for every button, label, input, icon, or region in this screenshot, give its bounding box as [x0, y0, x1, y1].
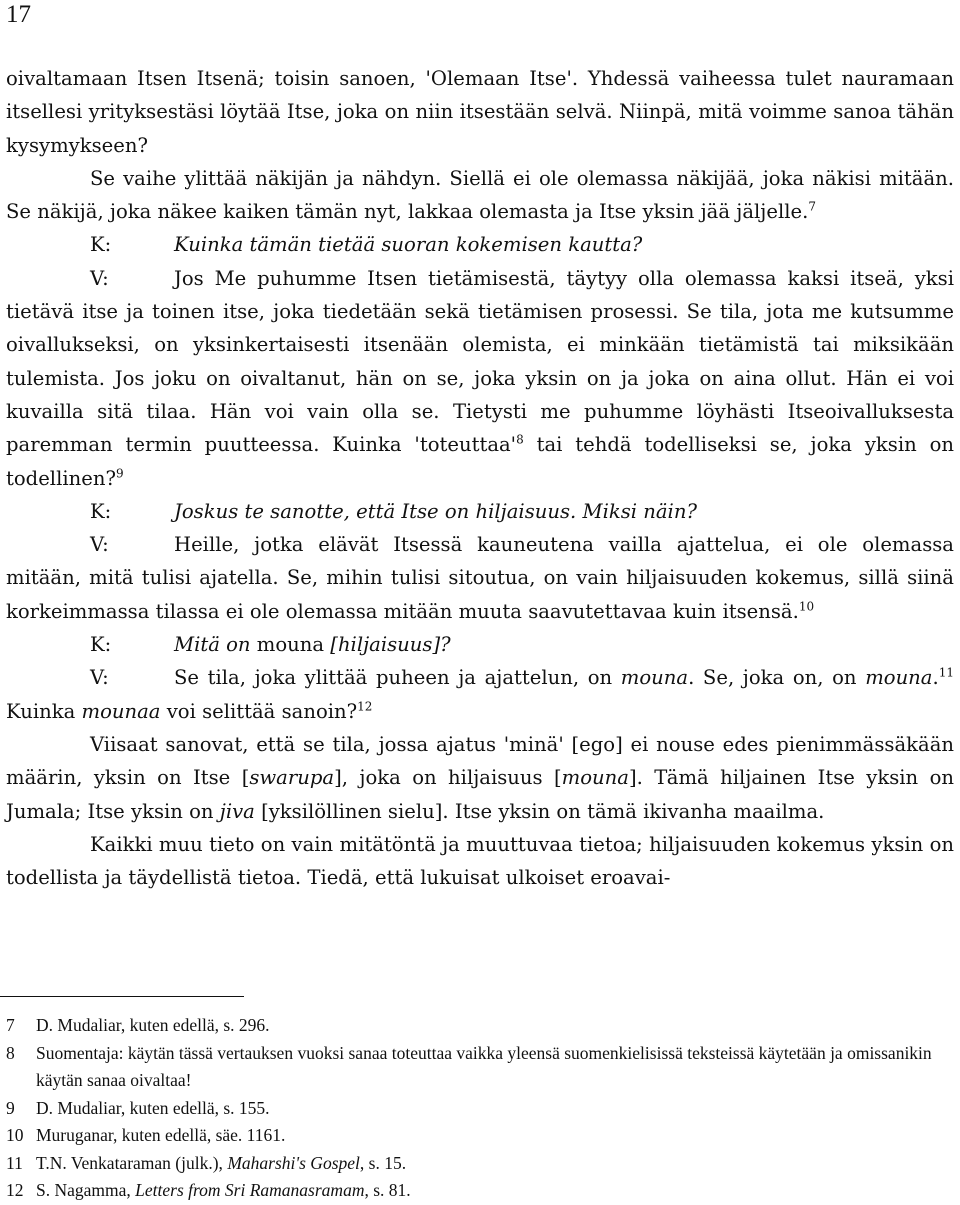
footnote-reference: 8 [516, 432, 524, 447]
paragraph [6, 162, 954, 229]
text-run: Se tila, joka ylittää puheen ja ajattelun, on [174, 666, 621, 690]
footnote [6, 1012, 956, 1040]
text-run: Kaikki muu tieto on vain mitätöntä ja muuttuvaa tietoa; hiljaisuuden kokemus yksin on todellista ja täydellistä tietoa. Tiedä, että lukuisat ulkoiset eroavai- [6, 832, 954, 890]
footnote-text [36, 1095, 956, 1123]
text-run: D. Mudaliar, kuten edellä, s. 296. [36, 1015, 270, 1035]
text-run: [yksilöllinen sielu]. Itse yksin on tämä ikivanha maailma. [254, 799, 825, 823]
italic-text: mouna [865, 666, 933, 690]
paragraph [6, 728, 954, 828]
text-run: oivaltamaan Itsen Itsenä; toisin sanoen, 'Olemaan Itse'. Yhdessä vaiheessa tulet nauramaan itsellesi yrityksestäsi löytää Itse, joka on niin itsestään selvä. Niinpä, mitä voimme sanoa tähän kysymykseen? [6, 67, 954, 157]
text-run: D. Mudaliar, kuten edellä, s. 155. [36, 1097, 270, 1118]
footnote-text [36, 1012, 956, 1040]
answer-paragraph [6, 262, 954, 495]
text-run: , s. 15. [359, 1152, 407, 1173]
italic-text: mouna [561, 766, 629, 790]
text-run: tai tehdä todelliseksi se, joka yksin on todellinen? [6, 433, 954, 490]
italic-text: jiva [219, 799, 255, 823]
page-number: 17 [6, 1, 31, 28]
italic-text: [hiljaisuus]? [330, 633, 451, 657]
speaker-label: V: [90, 266, 109, 290]
text-run: ], joka on hiljaisuus [ [334, 766, 562, 790]
text-run: . [932, 666, 939, 690]
footnote-reference: 12 [357, 699, 373, 714]
italic-text: mounaa [81, 699, 161, 723]
text-run: Jos Me puhumme Itsen tietämisestä, täytyy olla olemassa kaksi itseä, yksi tietävä itse ja toinen itse, joka tiedetään sekä tietämisen prosessi. Se tila, jota me kutsumme oivallukseksi, on yksinkertaisesti itsenään olemista, ei minkään tietämistä tai miksikään tulemista. Jos joku on oivaltanut, hän on se, joka yksin on ja joka on aina ollut. Hän ei voi kuvailla sitä tilaa. Hän voi vain olla se. Tietysti me puhumme löyhästi Itseoivalluksesta paremman termin puutteessa. Kuinka 'toteuttaa' [6, 266, 954, 457]
italic-text: Mitä on [174, 633, 257, 657]
text-run: Heille, jotka elävät Itsessä kauneutena vailla ajattelua, ei ole olemassa mitään, mitä tulisi ajatella. Se, mihin tulisi sitoutua, on vain hiljaisuuden kokemus, sillä siinä korkeimmassa tilassa ei ole olemassa mitään muuta saavutettavaa kuin itsensä. [6, 533, 954, 623]
italic-text: Maharshi's Gospel [227, 1152, 360, 1173]
text-run: Suomentaja: käytän tässä vertauksen vuoksi sanaa toteuttaa vaikka yleensä suomenkielisissä teksteissä käytetään ja omissanikin käytän sanaa oivaltaa! [36, 1042, 932, 1090]
footnote-text [36, 1150, 956, 1178]
footnote-number: 8 [6, 1042, 15, 1063]
footnote [6, 1177, 956, 1205]
footnote-reference: 11 [938, 665, 954, 680]
italic-text: Letters from Sri Ramanasramam [135, 1180, 365, 1200]
footnote-divider [0, 996, 244, 997]
italic-text: swarupa [249, 766, 335, 790]
footnote-text [36, 1040, 956, 1095]
footnote-number: 10 [6, 1125, 24, 1145]
text-run: Viisaat sanovat, että se tila, jossa ajatus 'minä' [ego] ei nouse edes pienimmässäkään määrin, yksin on Itse [ [6, 732, 954, 790]
speaker-label: K: [90, 499, 112, 523]
italic-text: Joskus te sanotte, että Itse on hiljaisuus. Miksi näin? [174, 499, 697, 523]
text-run: S. Nagamma, [36, 1180, 136, 1200]
question-paragraph [6, 495, 954, 528]
footnote-number: 11 [6, 1152, 23, 1173]
answer-paragraph [6, 661, 954, 728]
footnote-number: 12 [6, 1180, 24, 1200]
text-run: voi selittää sanoin? [160, 699, 358, 723]
italic-text: mouna [620, 666, 689, 690]
speaker-label: V: [90, 533, 109, 557]
answer-paragraph [6, 528, 954, 628]
text-run: T.N. Venkataraman (julk.), [36, 1152, 228, 1173]
footnote-text [36, 1177, 956, 1205]
footnote [6, 1040, 956, 1095]
paragraph [6, 62, 954, 162]
text-run: ]. Tämä hiljainen Itse yksin on Jumala; Itse yksin on [6, 766, 955, 823]
text-run: Se vaihe ylittää näkijän ja nähdyn. Siellä ei ole olemassa näkijää, joka näkisi mitään. Se näkijä, joka näkee kaiken tämän nyt, lakkaa olemasta ja Itse yksin jää jäljelle. [6, 166, 954, 224]
footnote [6, 1150, 956, 1178]
footnote-reference: 7 [808, 199, 816, 214]
paragraph [6, 828, 954, 895]
speaker-label: K: [90, 233, 112, 257]
text-run: Muruganar, kuten edellä, säe. 1161. [36, 1125, 286, 1145]
speaker-label: K: [90, 633, 112, 657]
question-paragraph [6, 228, 954, 261]
footnote [6, 1122, 956, 1150]
footnote-number: 9 [6, 1097, 15, 1118]
text-run: . Se, joka on, on [688, 666, 866, 690]
speaker-label: V: [90, 666, 109, 690]
text-run: mouna [256, 633, 331, 657]
footnote-reference: 9 [115, 466, 124, 481]
question-paragraph [6, 628, 954, 661]
footnote-text [36, 1122, 956, 1150]
text-run: , s. 81. [364, 1180, 411, 1200]
body-text [6, 62, 954, 894]
footnote [6, 1095, 956, 1123]
footnote-number: 7 [6, 1015, 15, 1035]
footnote-reference: 10 [798, 599, 815, 614]
text-run: Kuinka [6, 699, 82, 723]
italic-text: Kuinka tämän tietää suoran kokemisen kautta? [174, 233, 643, 257]
footnotes [6, 1012, 956, 1205]
